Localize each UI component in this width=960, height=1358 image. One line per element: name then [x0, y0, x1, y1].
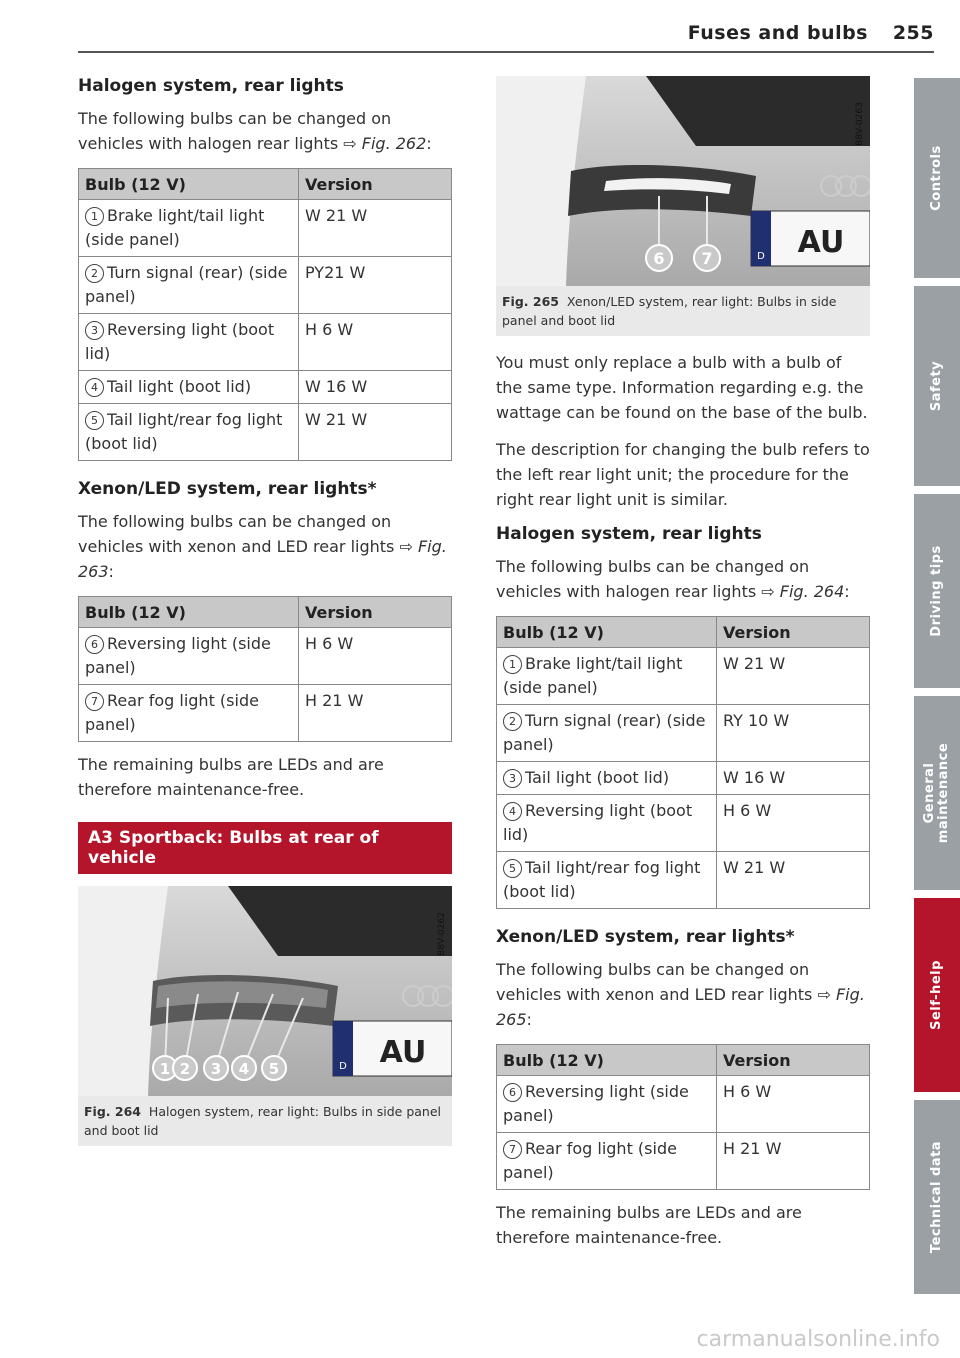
version-cell: W 16 W	[299, 371, 452, 404]
figure-code: B8V-0263	[855, 102, 865, 146]
table-header-row	[79, 597, 452, 628]
callout-7: 7	[701, 249, 713, 268]
caption-text: Xenon/LED system, rear light: Bulbs in side panel and boot lid	[502, 294, 837, 328]
left-column	[78, 70, 452, 1160]
bulb-cell	[79, 628, 299, 685]
punctuation: :	[108, 562, 114, 581]
figure-code: B8V-0262	[437, 912, 447, 956]
running-header-title: Fuses and bulbs	[687, 22, 868, 44]
table-row	[497, 795, 870, 852]
callout-number: 2	[503, 712, 522, 731]
table-row	[79, 371, 452, 404]
bulb-name: Brake light/tail light (side panel)	[503, 654, 683, 697]
table-header-row	[497, 617, 870, 648]
figure-reference-link[interactable]: ⇨ Fig. 262	[343, 134, 427, 153]
bulb-cell	[497, 705, 717, 762]
section-heading: Halogen system, rear lights	[78, 76, 344, 96]
body-paragraph: You must only replace a bulb with a bulb of the same type. Information regarding e.g. the wattage can be found on the base of the bulb.	[496, 353, 868, 422]
plate-country: D	[757, 251, 765, 262]
plate-text: AU	[797, 225, 845, 260]
bulb-name: Turn signal (rear) (side panel)	[503, 711, 706, 754]
plate-text: AU	[379, 1035, 427, 1070]
callout-number: 3	[85, 321, 104, 340]
intro-text: The following bulbs can be changed on vehicles with halogen rear lights	[78, 109, 392, 153]
plate-country: D	[339, 1061, 347, 1072]
body-paragraph: The description for changing the bulb refers to the left rear light unit; the procedure for the right rear light unit is similar.	[496, 440, 870, 509]
intro-text: The following bulbs can be changed on vehicles with xenon and LED rear lights	[496, 960, 818, 1004]
version-cell: H 6 W	[717, 795, 870, 852]
bulb-cell	[79, 685, 299, 742]
table-row	[79, 685, 452, 742]
rear-light-illustration	[496, 76, 870, 286]
page-number: 255	[892, 22, 934, 44]
table-row	[79, 257, 452, 314]
version-cell: H 6 W	[717, 1076, 870, 1133]
column-header: Version	[299, 169, 452, 200]
bulb-cell	[497, 648, 717, 705]
table-row	[497, 705, 870, 762]
callout-number: 7	[503, 1140, 522, 1159]
version-cell: W 21 W	[717, 648, 870, 705]
callout-number: 1	[85, 207, 104, 226]
section-title-bar: A3 Sportback: Bulbs at rear of vehicle	[78, 822, 452, 874]
bulb-cell	[79, 200, 299, 257]
callout-4: 4	[238, 1060, 250, 1078]
callout-labels	[153, 1056, 286, 1080]
bulb-cell	[497, 852, 717, 909]
callout-number: 6	[85, 635, 104, 654]
column-header: Version	[299, 597, 452, 628]
tab-self-help[interactable]	[914, 898, 960, 1092]
callout-number: 4	[503, 802, 522, 821]
caption-text: Halogen system, rear light: Bulbs in side panel and boot lid	[84, 1104, 441, 1138]
column-header: Version	[717, 1045, 870, 1076]
tab-general-maintenance[interactable]	[914, 696, 960, 890]
bulb-name: Tail light/rear fog light (boot lid)	[85, 410, 283, 453]
header-rule	[78, 51, 934, 53]
bulb-table	[496, 616, 870, 909]
table-row	[497, 648, 870, 705]
figure-264	[78, 886, 452, 1146]
callout-6: 6	[653, 249, 665, 268]
intro-text: The following bulbs can be changed on vehicles with halogen rear lights	[496, 557, 810, 601]
figure-reference-link[interactable]: ⇨ Fig. 265	[496, 985, 865, 1029]
caption-number: Fig. 264	[84, 1104, 141, 1119]
callout-number: 2	[85, 264, 104, 283]
tab-technical-data[interactable]	[914, 1100, 960, 1294]
version-cell: W 21 W	[717, 852, 870, 909]
version-cell: PY21 W	[299, 257, 452, 314]
bulb-name: Rear fog light (side panel)	[85, 691, 259, 734]
caption-number: Fig. 265	[502, 294, 559, 309]
callout-number: 3	[503, 769, 522, 788]
section-heading: Xenon/LED system, rear lights*	[78, 479, 377, 499]
right-column	[496, 76, 870, 1262]
bulb-name: Tail light/rear fog light (boot lid)	[503, 858, 701, 901]
callout-5: 5	[268, 1060, 280, 1078]
tab-label: Driving tips	[929, 545, 944, 637]
bulb-name: Brake light/tail light (side panel)	[85, 206, 265, 249]
version-cell: W 16 W	[717, 762, 870, 795]
column-header: Bulb (12 V)	[497, 617, 717, 648]
rear-light-illustration	[78, 886, 452, 1096]
bulb-name: Tail light (boot lid)	[107, 377, 252, 396]
section-heading: Halogen system, rear lights	[496, 524, 762, 544]
callout-number: 4	[85, 378, 104, 397]
version-cell: W 21 W	[299, 404, 452, 461]
version-cell: H 21 W	[717, 1133, 870, 1190]
column-header: Bulb (12 V)	[79, 169, 299, 200]
bulb-cell	[497, 795, 717, 852]
version-cell: H 21 W	[299, 685, 452, 742]
bulb-name: Rear fog light (side panel)	[503, 1139, 677, 1182]
punctuation: :	[426, 134, 432, 153]
tab-controls[interactable]	[914, 78, 960, 278]
bulb-cell	[497, 762, 717, 795]
intro-paragraph	[496, 554, 870, 604]
bulb-name: Reversing light (side panel)	[85, 634, 271, 677]
tab-label: Safety	[929, 360, 944, 412]
bulb-table	[78, 168, 452, 461]
bulb-table	[78, 596, 452, 742]
bulb-cell	[79, 257, 299, 314]
outro-paragraph: The remaining bulbs are LEDs and are therefore maintenance-free.	[78, 755, 384, 799]
callout-3: 3	[210, 1060, 222, 1078]
table-header-row	[79, 169, 452, 200]
column-header: Version	[717, 617, 870, 648]
table-row	[497, 1076, 870, 1133]
column-header: Bulb (12 V)	[79, 597, 299, 628]
figure-caption	[78, 1096, 452, 1140]
watermark: carmanualsonline.info	[696, 1327, 940, 1352]
outro-paragraph: The remaining bulbs are LEDs and are therefore maintenance-free.	[496, 1203, 802, 1247]
tab-label: Technical data	[929, 1140, 944, 1254]
bulb-cell	[497, 1076, 717, 1133]
callout-1: 1	[159, 1060, 171, 1078]
version-cell: H 6 W	[299, 628, 452, 685]
figure-reference-link[interactable]: ⇨ Fig. 264	[761, 582, 845, 601]
bulb-name: Reversing light (boot lid)	[85, 320, 275, 363]
bulb-name: Reversing light (side panel)	[503, 1082, 689, 1125]
version-cell: H 6 W	[299, 314, 452, 371]
bulb-cell	[79, 404, 299, 461]
callout-2: 2	[179, 1060, 191, 1078]
bulb-cell	[497, 1133, 717, 1190]
callout-number: 6	[503, 1083, 522, 1102]
tab-label: Controls	[929, 145, 944, 211]
table-header-row	[497, 1045, 870, 1076]
section-heading: Xenon/LED system, rear lights*	[496, 927, 795, 947]
version-cell: RY 10 W	[717, 705, 870, 762]
bulb-name: Tail light (boot lid)	[525, 768, 670, 787]
tab-safety[interactable]	[914, 286, 960, 486]
intro-text: The following bulbs can be changed on vehicles with xenon and LED rear lights	[78, 512, 400, 556]
intro-paragraph	[496, 957, 870, 1032]
table-row	[497, 762, 870, 795]
punctuation: :	[526, 1010, 532, 1029]
figure-caption	[496, 286, 870, 330]
table-row	[79, 200, 452, 257]
bulb-name: Reversing light (boot lid)	[503, 801, 693, 844]
tab-label: General maintenance	[922, 742, 951, 844]
tab-driving-tips[interactable]	[914, 494, 960, 688]
table-row	[79, 404, 452, 461]
table-row	[79, 628, 452, 685]
callout-number: 5	[503, 859, 522, 878]
table-row	[79, 314, 452, 371]
figure-reference-link[interactable]: ⇨ Fig. 263	[78, 537, 447, 581]
punctuation: :	[844, 582, 850, 601]
callout-number: 1	[503, 655, 522, 674]
callout-number: 7	[85, 692, 104, 711]
tab-label: Self-help	[929, 960, 944, 1030]
table-row	[497, 1133, 870, 1190]
intro-paragraph	[78, 106, 452, 156]
intro-paragraph	[78, 509, 452, 584]
figure-265	[496, 76, 870, 336]
bulb-name: Turn signal (rear) (side panel)	[85, 263, 288, 306]
table-row	[497, 852, 870, 909]
bulb-cell	[79, 314, 299, 371]
callout-number: 5	[85, 411, 104, 430]
bulb-cell	[79, 371, 299, 404]
column-header: Bulb (12 V)	[497, 1045, 717, 1076]
version-cell: W 21 W	[299, 200, 452, 257]
bulb-table	[496, 1044, 870, 1190]
